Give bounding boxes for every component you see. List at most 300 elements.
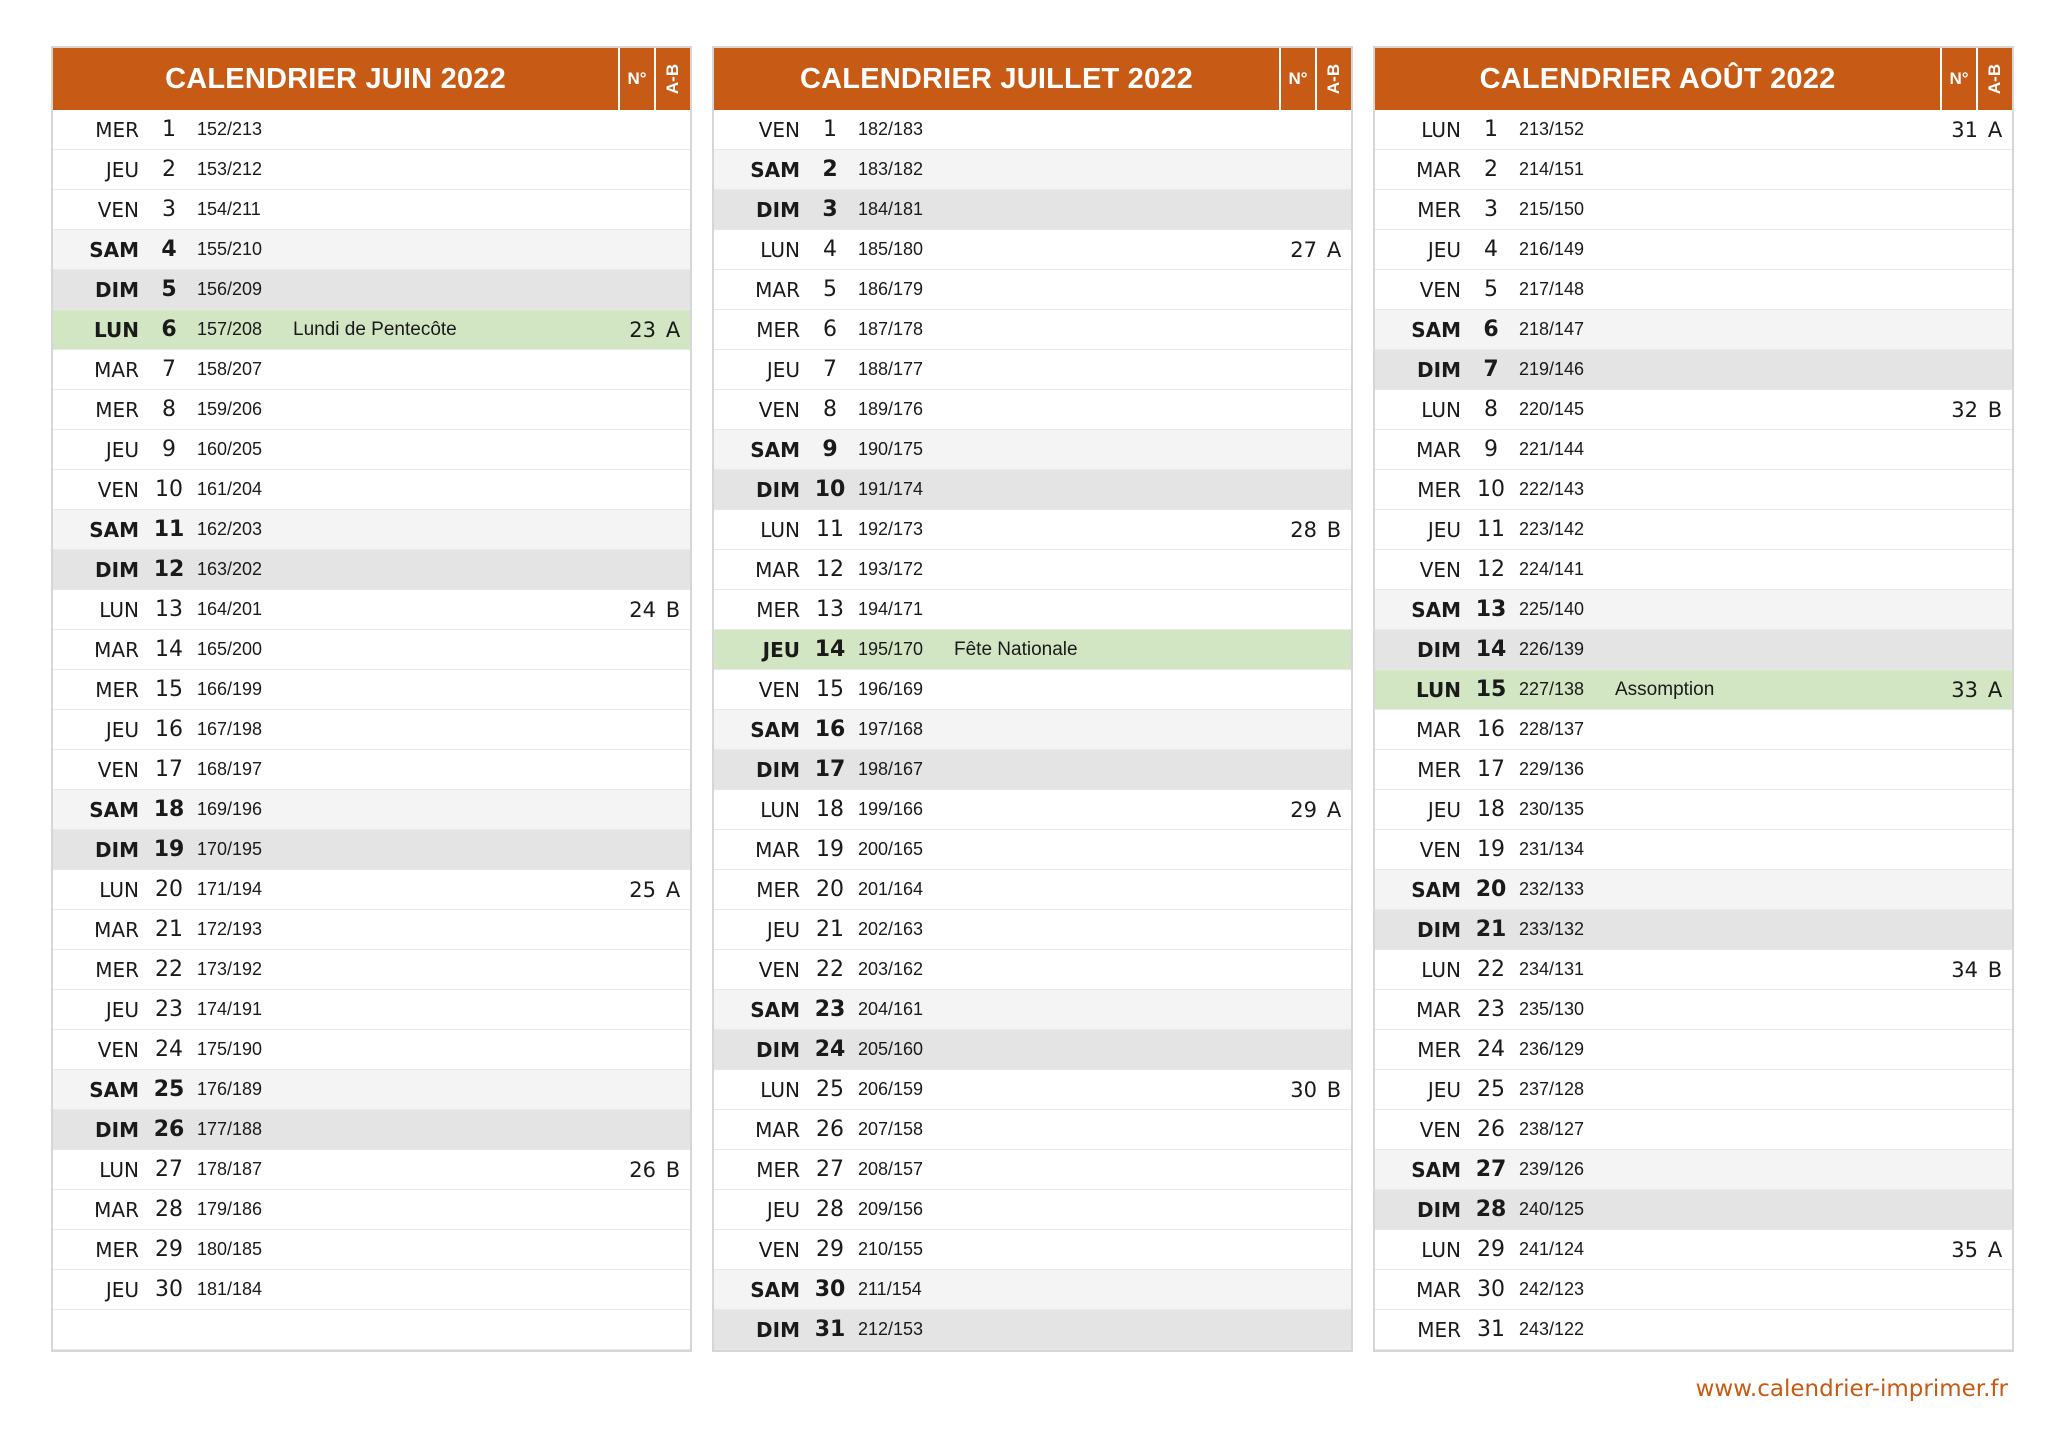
- day-row: [1375, 550, 2012, 590]
- weekday-label: SAM: [89, 517, 139, 542]
- day-of-year: 205/160: [858, 1039, 924, 1059]
- weekday-label: VEN: [758, 677, 800, 702]
- weekday-label: MER: [1417, 1037, 1461, 1062]
- weekday-label: MER: [95, 117, 139, 142]
- week-ab: B: [665, 597, 681, 622]
- day-of-year: 185/180: [858, 239, 924, 259]
- day-number: 7: [823, 357, 837, 382]
- day-row: [714, 830, 1351, 870]
- day-number: 22: [816, 957, 844, 982]
- day-row: [714, 790, 1351, 830]
- day-number: 31: [1477, 1317, 1505, 1342]
- day-of-year: 214/151: [1519, 159, 1585, 179]
- weekday-label: DIM: [756, 1037, 800, 1062]
- day-of-year: 157/208: [197, 319, 263, 339]
- day-of-year: 238/127: [1519, 1119, 1585, 1139]
- day-of-year: 183/182: [858, 159, 924, 179]
- day-number: 26: [153, 1117, 185, 1142]
- day-row: [1375, 1150, 2012, 1190]
- day-number: 5: [1484, 277, 1498, 302]
- weekday-label: LUN: [760, 517, 800, 542]
- day-of-year: 197/168: [858, 719, 924, 739]
- day-number: 24: [814, 1037, 846, 1062]
- day-row: [53, 270, 690, 310]
- day-row: [1375, 1030, 2012, 1070]
- day-row: [1375, 390, 2012, 430]
- weekday-label: SAM: [1411, 1157, 1461, 1182]
- day-number: 25: [153, 1077, 185, 1102]
- weekday-label: SAM: [1411, 597, 1461, 622]
- weekday-label: JEU: [105, 1277, 139, 1302]
- day-of-year: 154/211: [197, 199, 261, 219]
- weekday-label: MER: [95, 1237, 139, 1262]
- weekday-label: DIM: [756, 477, 800, 502]
- day-of-year: 243/122: [1519, 1319, 1585, 1339]
- day-of-year: 228/137: [1519, 719, 1585, 739]
- day-row: [714, 470, 1351, 510]
- calendar-title: CALENDRIER JUILLET 2022: [800, 62, 1193, 95]
- weekday-label: MAR: [755, 557, 800, 582]
- day-number: 26: [816, 1117, 844, 1142]
- day-number: 1: [1484, 117, 1498, 142]
- day-row: [1375, 1310, 2012, 1350]
- week-ab: A: [1987, 117, 2003, 142]
- weekday-label: SAM: [750, 997, 800, 1022]
- weekday-label: VEN: [1419, 837, 1461, 862]
- week-number-header: N°: [1279, 48, 1315, 110]
- day-number: 3: [162, 197, 176, 222]
- day-row: [1375, 270, 2012, 310]
- day-number: 11: [153, 517, 185, 542]
- day-of-year: 215/150: [1519, 199, 1585, 219]
- day-number: 28: [155, 1197, 183, 1222]
- day-number: 7: [162, 357, 176, 382]
- day-number: 16: [814, 717, 846, 742]
- day-of-year: 207/158: [858, 1119, 924, 1139]
- day-of-year: 158/207: [197, 359, 263, 379]
- day-of-year: 213/152: [1519, 119, 1585, 139]
- day-of-year: 231/134: [1519, 839, 1585, 859]
- week-number: 30: [1290, 1077, 1317, 1102]
- day-number: 24: [155, 1037, 183, 1062]
- day-of-year: 201/164: [858, 879, 924, 899]
- day-row: [714, 1310, 1351, 1350]
- day-number: 8: [1484, 397, 1498, 422]
- day-row: [53, 1190, 690, 1230]
- day-row: [1375, 630, 2012, 670]
- day-number: 12: [816, 557, 844, 582]
- day-of-year: 233/132: [1519, 919, 1585, 939]
- day-row: [714, 110, 1351, 150]
- weekday-label: MER: [756, 317, 800, 342]
- day-number: 12: [1477, 557, 1505, 582]
- day-number: 3: [1484, 197, 1498, 222]
- day-row: [714, 310, 1351, 350]
- day-of-year: 208/157: [858, 1159, 924, 1179]
- day-row: [714, 910, 1351, 950]
- footer-url[interactable]: www.calendrier-imprimer.fr: [1695, 1376, 2008, 1402]
- day-row: [53, 950, 690, 990]
- day-of-year: 165/200: [197, 639, 263, 659]
- day-row: [1375, 790, 2012, 830]
- day-number: 29: [155, 1237, 183, 1262]
- weekday-label: DIM: [1417, 357, 1461, 382]
- day-row: [714, 1110, 1351, 1150]
- day-of-year: 234/131: [1519, 959, 1585, 979]
- day-row: [53, 870, 690, 910]
- day-of-year: 220/145: [1519, 399, 1585, 419]
- week-ab: B: [1326, 1077, 1342, 1102]
- day-of-year: 202/163: [858, 919, 924, 939]
- day-row: [53, 1030, 690, 1070]
- calendar-header: [1375, 48, 2012, 110]
- day-row: [714, 870, 1351, 910]
- week-ab: B: [1987, 957, 2003, 982]
- calendar-rows: [714, 110, 1351, 1350]
- day-row: [714, 390, 1351, 430]
- day-of-year: 166/199: [197, 679, 263, 699]
- week-ab: A: [1326, 237, 1342, 262]
- day-number: 19: [153, 837, 185, 862]
- day-of-year: 181/184: [197, 1279, 263, 1299]
- day-of-year: 237/128: [1519, 1079, 1585, 1099]
- day-number: 27: [155, 1157, 183, 1182]
- weekday-label: MER: [756, 597, 800, 622]
- day-of-year: 230/135: [1519, 799, 1585, 819]
- weekday-label: SAM: [750, 717, 800, 742]
- day-number: 2: [822, 157, 838, 182]
- week-ab: B: [1987, 397, 2003, 422]
- weekday-label: JEU: [762, 637, 800, 662]
- day-number: 18: [1477, 797, 1505, 822]
- day-row: [1375, 950, 2012, 990]
- day-number: 12: [153, 557, 185, 582]
- week-number: 25: [629, 877, 656, 902]
- day-number: 19: [816, 837, 844, 862]
- holiday-label: Fête Nationale: [954, 638, 1078, 660]
- day-of-year: 224/141: [1519, 559, 1585, 579]
- day-of-year: 191/174: [858, 479, 924, 499]
- day-number: 30: [1477, 1277, 1505, 1302]
- day-number: 24: [1477, 1037, 1505, 1062]
- weekday-label: MER: [95, 957, 139, 982]
- day-row: [53, 1110, 690, 1150]
- day-number: 14: [155, 637, 183, 662]
- day-row: [714, 190, 1351, 230]
- weekday-label: LUN: [99, 597, 139, 622]
- weekday-label: VEN: [97, 757, 139, 782]
- weekday-label: MAR: [1416, 1277, 1461, 1302]
- day-of-year: 200/165: [858, 839, 924, 859]
- day-row: [1375, 190, 2012, 230]
- day-row: [53, 110, 690, 150]
- day-row: [53, 830, 690, 870]
- day-row: [714, 270, 1351, 310]
- day-number: 19: [1477, 837, 1505, 862]
- week-ab: A: [665, 317, 681, 342]
- day-of-year: 164/201: [197, 599, 263, 619]
- week-ab: A: [1987, 1237, 2003, 1262]
- day-number: 23: [1477, 997, 1505, 1022]
- day-of-year: 188/177: [858, 359, 924, 379]
- day-number: 16: [155, 717, 183, 742]
- weekday-label: LUN: [93, 317, 139, 342]
- day-number: 20: [816, 877, 844, 902]
- day-row: [714, 150, 1351, 190]
- weekday-label: VEN: [1419, 277, 1461, 302]
- day-row: [1375, 910, 2012, 950]
- day-row: [53, 190, 690, 230]
- day-of-year: 195/170: [858, 639, 924, 659]
- day-row: [53, 1070, 690, 1110]
- day-row: [53, 630, 690, 670]
- day-row: [714, 1270, 1351, 1310]
- weekday-label: LUN: [1421, 397, 1461, 422]
- day-row: [714, 750, 1351, 790]
- day-number: 1: [823, 117, 837, 142]
- day-number: 14: [814, 637, 846, 662]
- day-number: 14: [1475, 637, 1507, 662]
- weekday-label: DIM: [95, 277, 139, 302]
- day-of-year: 219/146: [1519, 359, 1585, 379]
- day-number: 9: [822, 437, 838, 462]
- day-number: 11: [816, 517, 844, 542]
- weekday-label: LUN: [99, 877, 139, 902]
- day-of-year: 172/193: [197, 919, 263, 939]
- weekday-label: MAR: [94, 917, 139, 942]
- weekday-label: MER: [756, 877, 800, 902]
- day-row: [714, 950, 1351, 990]
- day-number: 6: [161, 317, 177, 342]
- day-of-year: 174/191: [197, 999, 263, 1019]
- day-row: [1375, 830, 2012, 870]
- weekday-label: MER: [1417, 757, 1461, 782]
- weekday-label: VEN: [1419, 1117, 1461, 1142]
- calendar-title: CALENDRIER AOÛT 2022: [1479, 62, 1836, 95]
- day-number: 29: [1477, 1237, 1505, 1262]
- week-ab-header-label: A-B: [663, 63, 682, 95]
- day-of-year: 176/189: [197, 1079, 263, 1099]
- day-number: 27: [1475, 1157, 1507, 1182]
- weekday-label: LUN: [760, 797, 800, 822]
- day-row: [53, 390, 690, 430]
- weekday-label: JEU: [1427, 517, 1461, 542]
- weekday-label: DIM: [756, 197, 800, 222]
- day-number: 18: [153, 797, 185, 822]
- week-number: 27: [1290, 237, 1317, 262]
- day-row: [53, 1270, 690, 1310]
- day-of-year: 169/196: [197, 799, 263, 819]
- weekday-label: MAR: [94, 637, 139, 662]
- day-row: [1375, 870, 2012, 910]
- day-number: 23: [814, 997, 846, 1022]
- day-of-year: 155/210: [197, 239, 263, 259]
- day-row: [1375, 1110, 2012, 1150]
- day-of-year: 226/139: [1519, 639, 1585, 659]
- calendar-july: [712, 46, 1353, 1352]
- day-of-year: 206/159: [858, 1079, 924, 1099]
- day-of-year: 168/197: [197, 759, 263, 779]
- weekday-label: VEN: [97, 477, 139, 502]
- day-number: 20: [1475, 877, 1507, 902]
- day-number: 27: [816, 1157, 844, 1182]
- weekday-label: JEU: [105, 997, 139, 1022]
- weekday-label: VEN: [758, 1237, 800, 1262]
- weekday-label: SAM: [750, 1277, 800, 1302]
- weekday-label: MAR: [755, 277, 800, 302]
- day-number: 25: [1477, 1077, 1505, 1102]
- day-number: 2: [162, 157, 176, 182]
- day-of-year: 177/188: [197, 1119, 263, 1139]
- day-row: [53, 230, 690, 270]
- day-of-year: 199/166: [858, 799, 924, 819]
- day-row: [1375, 670, 2012, 710]
- day-number: 17: [814, 757, 846, 782]
- weekday-label: LUN: [760, 237, 800, 262]
- day-number: 8: [823, 397, 837, 422]
- day-row: [714, 630, 1351, 670]
- empty-row: [53, 1310, 690, 1350]
- weekday-label: MAR: [94, 1197, 139, 1222]
- weekday-label: JEU: [1427, 237, 1461, 262]
- day-row: [1375, 230, 2012, 270]
- day-number: 13: [816, 597, 844, 622]
- day-number: 15: [1475, 677, 1507, 702]
- day-row: [1375, 110, 2012, 150]
- calendar-header: [53, 48, 690, 110]
- day-of-year: 156/209: [197, 279, 263, 299]
- day-of-year: 210/155: [858, 1239, 924, 1259]
- weekday-label: JEU: [766, 357, 800, 382]
- week-ab: A: [665, 877, 681, 902]
- day-of-year: 204/161: [858, 999, 924, 1019]
- day-row: [1375, 590, 2012, 630]
- day-of-year: 196/169: [858, 679, 924, 699]
- day-row: [1375, 430, 2012, 470]
- day-row: [714, 430, 1351, 470]
- day-of-year: 212/153: [858, 1319, 924, 1339]
- day-number: 4: [823, 237, 837, 262]
- day-row: [714, 590, 1351, 630]
- day-row: [714, 990, 1351, 1030]
- week-number-header: N°: [618, 48, 654, 110]
- weekday-label: MAR: [755, 1117, 800, 1142]
- day-number: 15: [155, 677, 183, 702]
- week-number: 24: [629, 597, 656, 622]
- day-row: [53, 710, 690, 750]
- day-number: 2: [1484, 157, 1498, 182]
- weekday-label: LUN: [1421, 117, 1461, 142]
- weekday-label: VEN: [1419, 557, 1461, 582]
- day-row: [714, 550, 1351, 590]
- day-row: [53, 750, 690, 790]
- weekday-label: MER: [1417, 1317, 1461, 1342]
- weekday-label: MAR: [1416, 437, 1461, 462]
- week-number: 35: [1951, 1237, 1978, 1262]
- calendar-header: [714, 48, 1351, 110]
- day-of-year: 240/125: [1519, 1199, 1585, 1219]
- day-number: 5: [823, 277, 837, 302]
- day-number: 18: [816, 797, 844, 822]
- day-of-year: 229/136: [1519, 759, 1585, 779]
- day-number: 10: [155, 477, 183, 502]
- day-of-year: 184/181: [858, 199, 924, 219]
- weekday-label: SAM: [750, 157, 800, 182]
- day-number: 21: [816, 917, 844, 942]
- day-row: [714, 1190, 1351, 1230]
- day-number: 16: [1477, 717, 1505, 742]
- week-ab-header-label: A-B: [1324, 63, 1343, 95]
- weekday-label: JEU: [105, 157, 139, 182]
- day-of-year: 223/142: [1519, 519, 1585, 539]
- day-of-year: 222/143: [1519, 479, 1585, 499]
- week-number: 33: [1951, 677, 1978, 702]
- weekday-label: VEN: [758, 117, 800, 142]
- week-number: 29: [1290, 797, 1317, 822]
- day-row: [714, 670, 1351, 710]
- day-number: 25: [816, 1077, 844, 1102]
- day-number: 9: [1484, 437, 1498, 462]
- holiday-label: Assomption: [1615, 678, 1715, 700]
- day-row: [714, 350, 1351, 390]
- day-of-year: 186/179: [858, 279, 924, 299]
- day-number: 17: [155, 757, 183, 782]
- day-number: 4: [161, 237, 177, 262]
- day-row: [714, 1230, 1351, 1270]
- weekday-label: LUN: [99, 1157, 139, 1182]
- week-ab: A: [1987, 677, 2003, 702]
- weekday-label: SAM: [1411, 317, 1461, 342]
- day-of-year: 173/192: [197, 959, 263, 979]
- weekday-label: DIM: [756, 1317, 800, 1342]
- weekday-label: DIM: [1417, 1197, 1461, 1222]
- day-row: [53, 590, 690, 630]
- day-of-year: 180/185: [197, 1239, 263, 1259]
- day-row: [53, 310, 690, 350]
- day-number: 26: [1477, 1117, 1505, 1142]
- weekday-label: LUN: [760, 1077, 800, 1102]
- day-number: 8: [162, 397, 176, 422]
- day-of-year: 171/194: [197, 879, 263, 899]
- day-number: 21: [1475, 917, 1507, 942]
- week-number: 31: [1951, 117, 1978, 142]
- day-of-year: 239/126: [1519, 1159, 1585, 1179]
- day-row: [1375, 1270, 2012, 1310]
- weekday-label: MER: [756, 1157, 800, 1182]
- day-number: 22: [155, 957, 183, 982]
- week-ab-header-label: A-B: [1985, 63, 2004, 95]
- day-of-year: 162/203: [197, 519, 263, 539]
- day-number: 17: [1477, 757, 1505, 782]
- day-row: [53, 510, 690, 550]
- weekday-label: JEU: [105, 717, 139, 742]
- day-row: [53, 670, 690, 710]
- day-number: 7: [1483, 357, 1499, 382]
- day-of-year: 175/190: [197, 1039, 263, 1059]
- day-row: [53, 1230, 690, 1270]
- day-row: [53, 430, 690, 470]
- day-number: 10: [1477, 477, 1505, 502]
- day-of-year: 216/149: [1519, 239, 1585, 259]
- weekday-label: VEN: [758, 397, 800, 422]
- week-number: 23: [629, 317, 656, 342]
- day-row: [53, 150, 690, 190]
- week-ab-header: [654, 48, 690, 110]
- weekday-label: SAM: [89, 1077, 139, 1102]
- weekday-label: DIM: [1417, 917, 1461, 942]
- weekday-label: VEN: [97, 1037, 139, 1062]
- day-of-year: 187/178: [858, 319, 924, 339]
